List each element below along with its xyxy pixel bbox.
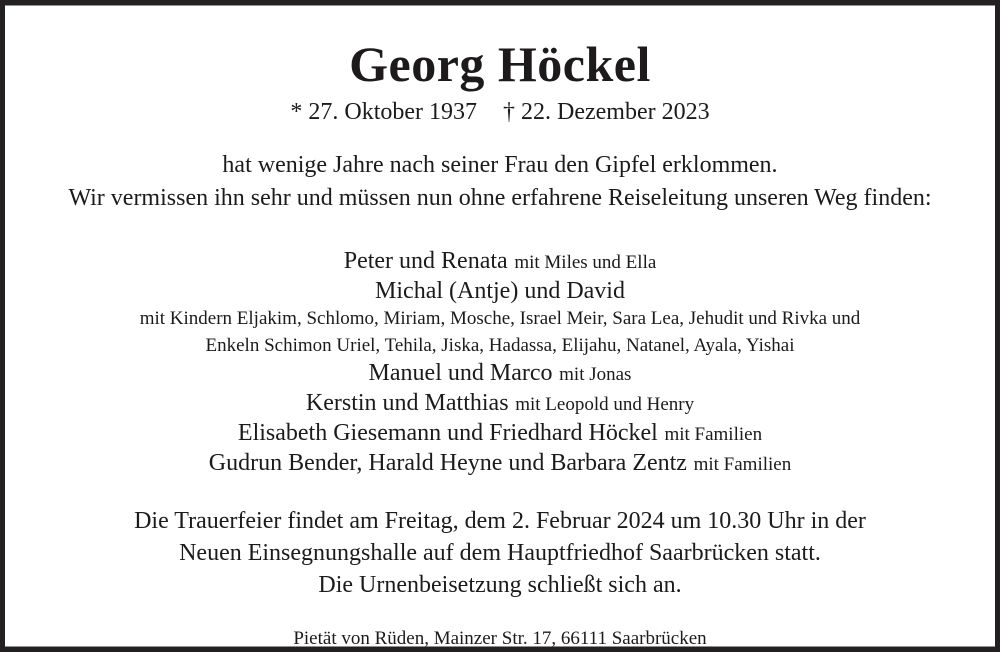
mourner-row [5,449,995,479]
mourner-names: Manuel und Marco [368,360,553,386]
mourner-names: Michal (Antje) und David [375,278,625,304]
funeral-line: Die Urnenbeisetzung schließt sich an. [318,572,682,598]
mourner-families: mit Familien [693,454,792,475]
birth-date: * 27. Oktober 1937 [290,99,478,125]
mourner-row [5,419,995,449]
mourner-row [5,277,995,305]
intro-text [5,149,995,215]
deceased-name: Georg Höckel [349,36,651,92]
mourner-row [5,389,995,419]
intro-line: Wir vermissen ihn sehr und müssen nun ohne erfahrene Reiseleitung unseren Weg finden: [68,185,932,211]
mourner-children: mit Jonas [559,364,632,385]
funeral-line: Neuen Einsegnungshalle auf dem Hauptfriedhof Saarbrücken statt. [179,540,821,566]
mourner-row-descendants [5,332,995,359]
mourner-names: Kerstin und Matthias [305,390,509,416]
mourner-row-descendants [5,305,995,332]
mourner-row [5,247,995,277]
mourner-names: Elisabeth Giesemann und Friedhard Höckel [237,420,658,446]
mourner-row [5,359,995,389]
death-date: † 22. Dezember 2023 [503,99,710,125]
funeral-home-address: Pietät von Rüden, Mainzer Str. 17, 66111 Saarbrücken [293,628,707,649]
mourner-children: mit Miles und Ella [514,252,657,273]
life-dates [5,97,995,127]
mourner-families: mit Familien [664,424,763,445]
intro-line: hat wenige Jahre nach seiner Frau den Gipfel erklommen. [222,152,778,178]
mourner-names: Peter und Renata [343,248,508,274]
mourner-children: mit Kindern Eljakim, Schlomo, Miriam, Mosche, Israel Meir, Sara Lea, Jehudit und Rivka und [139,308,861,329]
mourner-children: mit Leopold und Henry [515,394,695,415]
funeral-info [5,505,995,601]
funeral-line: Die Trauerfeier findet am Freitag, dem 2. Februar 2024 um 10.30 Uhr in der [134,508,866,534]
mourners-list [5,247,995,479]
mourner-grandchildren: Enkeln Schimon Uriel, Tehila, Jiska, Hadassa, Elijahu, Natanel, Ayala, Yishai [205,335,795,356]
mourner-names: Gudrun Bender, Harald Heyne und Barbara Zentz [208,450,687,476]
